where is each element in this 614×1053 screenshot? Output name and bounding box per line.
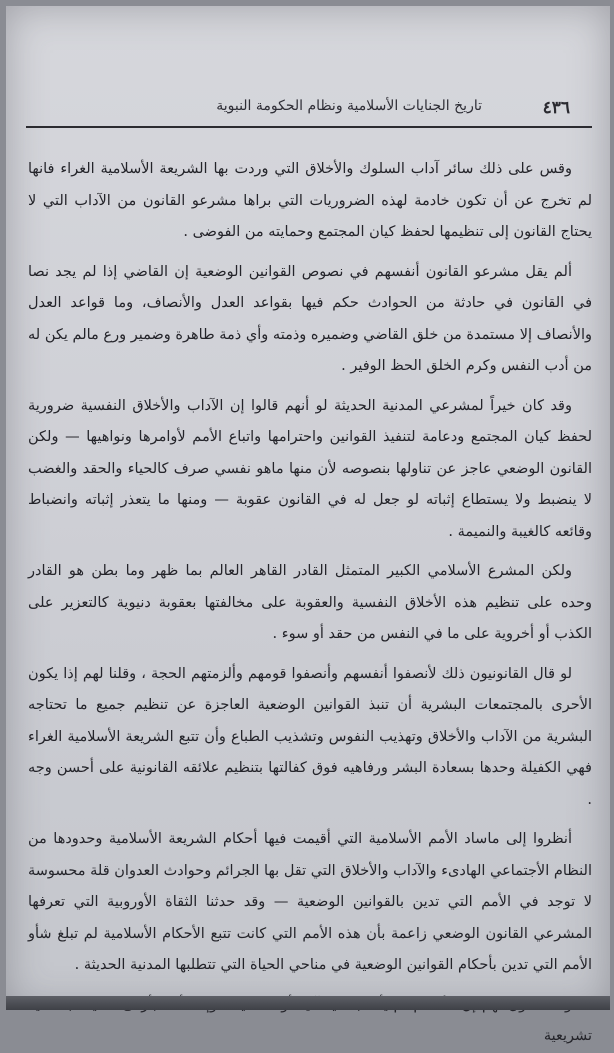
running-title: تاريخ الجنايات الأسلامية ونظام الحكومة النبوية <box>216 98 482 114</box>
header-rule <box>26 126 592 128</box>
paragraph: أنظروا إلى ماساد الأمم الأسلامية التي أقيمت فيها أحكام الشريعة الأسلامية وحدودها من النظام الأجتماعي الهادىء والآداب والأخلاق التي تقل بها الجرائم وحوادث العدوان قلة محسوسة لا توجد في الأمم التي تدين بالقوانين الوضعية — وقد حدثنا الثقاة الأوروبية التي تعرفها المشرعي القانون الوضعي زاعمة بأن هذه الأمم التي كانت تتبع الأحكام الأسلامية لم تبلغ شأو الأمم التي تدين بأحكام القوانين الوضعية في مناحي الحياة التي تتطلبها المدنية الحديثة . <box>28 831 592 973</box>
paragraph: ألم يقل مشرعو القانون أنفسهم في نصوص القوانين الوضعية إن القاضي إذا لم يجد نصا في القانون في حادثة من الحوادث حكم فيها بقواعد العدل والأنصاف، وما قواعد العدل والأنصاف إلا مستمدة من خلق القاضي وضميره وذمته وأي ذمة طاهرة وضمير ورع مالم يكن له من أدب النفس وكرم الخلق الحظ الوفير . <box>28 263 592 374</box>
page-header <box>26 90 592 128</box>
paragraph: لو قال القانونيون ذلك لأنصفوا أنفسهم وأنصفوا قومهم وألزمتهم الحجة ، وقلنا لهم إذا يكون الأحرى بالمجتمعات البشرية أن تنبذ القوانين الوضعية العاجزة عن تنظيم جميع ما تحتاجه البشرية من الآداب والأخلاق وتهذيب النفوس وتشذيب الطباع وأن تتبع الشريعة الأسلامية الغراء فهي الكفيلة وحدها بسعادة البشر ورفاهيه فوق كفالتها بتنظيم علائقه القانونية على أحسن وجه . <box>28 665 592 808</box>
paragraph: وقس على ذلك سائر آداب السلوك والأخلاق التي وردت بها الشريعة الأسلامية الغراء فانها لم تخرج عن أن تكون خادمة لهذه الضروريات التي براها مشرعو القانون من الآداب التي لا يحتاج القانون إلى تنظيمها لحفظ كيان المجتمع وحمايته من الفوضى . <box>28 161 592 240</box>
paragraph: ولكن المشرع الأسلامي الكبير المتمثل القادر القاهر العالم بما ظهر وما بطن هو القادر وحده على تنظيم هذه الأخلاق النفسية والعقوبة على مخالفتها بعقوبة دنيوية كالتعزير على الكذب أو أخروية على ما في النفس من حقد أو سوء . <box>28 563 592 642</box>
paragraph: وقد كان خيراً لمشرعي المدنية الحديثة لو أنهم قالوا إن الآداب والأخلاق النفسية ضرورية لحفظ كيان المجتمع ودعامة لتنفيذ القوانين واحترامها واتباع الأمم لأوامرها ونواهيها — ولكن القانون الوضعي عاجز عن تناولها بنصوصه لأن منها ماهو نفسي صرف كالحياء والحقد والغضب لا ينضبط ولا يستطاع إثباته لو جعل له في القانون عقوبة — ومنها ما يتعذر إثباته وانضباط وقائعه كالغيبة والنميمة . <box>28 397 592 540</box>
book-page <box>6 6 610 1044</box>
body-text <box>28 154 592 1044</box>
page-number: ٤٣٦ <box>542 98 570 118</box>
page-edge-shadow <box>6 996 610 1010</box>
paragraph: تشريعية <box>543 1028 592 1044</box>
